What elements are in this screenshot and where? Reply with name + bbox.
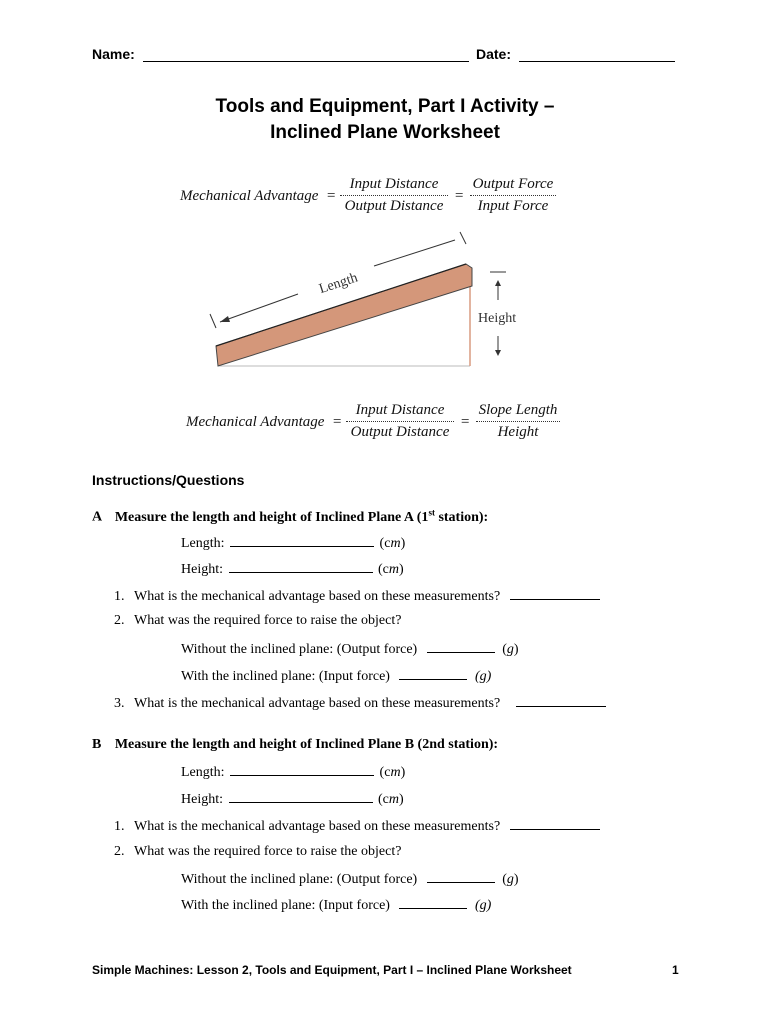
section-b-length-row — [181, 763, 405, 781]
unit-g — [502, 872, 518, 887]
question-text: What is the mechanical advantage based on these measurements? — [134, 696, 501, 711]
title-line-2: Inclined Plane Worksheet — [270, 122, 500, 143]
formula-1-eq1: = — [326, 188, 337, 204]
section-a-without-row — [181, 640, 519, 658]
unit-m: m — [388, 792, 400, 807]
formula-1 — [0, 176, 770, 222]
unit-cm — [380, 765, 406, 780]
length-label: Length — [317, 270, 360, 298]
section-b-letter: B — [92, 737, 102, 752]
heading-post: station): — [434, 509, 489, 525]
question-number: 2. — [114, 844, 125, 859]
unit-g: (g) — [474, 669, 492, 684]
page-number: 1 — [672, 963, 679, 977]
unit-g-letter: g — [506, 642, 514, 657]
unit-g-letter: g — [506, 872, 514, 887]
with-label: With the inclined plane: (Input force) — [181, 898, 390, 913]
unit-open: (c — [378, 562, 389, 577]
unit-open: (c — [378, 792, 389, 807]
section-b-heading-text: Measure the length and height of Inclined Plane B (2nd station): — [114, 737, 499, 752]
formula-2-eq2: = — [460, 414, 471, 430]
fraction-numerator: Input Distance — [346, 402, 454, 422]
question-number: 1. — [114, 589, 125, 604]
unit-close: ) — [400, 765, 406, 780]
unit-cm — [378, 562, 404, 577]
section-b-height-blank[interactable] — [229, 790, 373, 803]
unit-close: ) — [400, 536, 406, 551]
unit-m: m — [390, 765, 401, 780]
date-label: Date: — [476, 46, 512, 62]
formula-2-lhs: Mechanical Advantage — [186, 414, 325, 430]
unit-open: (c — [379, 765, 391, 780]
fraction-denominator: Height — [497, 424, 539, 440]
fraction-denominator: Output Distance — [344, 198, 444, 214]
page-title — [0, 94, 770, 146]
without-label: Without the inclined plane: (Output force) — [181, 872, 418, 887]
section-a-length-row — [181, 534, 405, 552]
unit-cm — [380, 536, 406, 551]
section-a-q2 — [114, 613, 401, 629]
fraction-numerator: Input Distance — [340, 176, 448, 196]
formula-2-eq1: = — [332, 414, 343, 430]
name-label: Name: — [92, 46, 135, 62]
with-label: With the inclined plane: (Input force) — [181, 669, 390, 684]
arrowhead-icon — [220, 316, 230, 322]
length-label: Length: — [181, 765, 225, 780]
unit-open: ( — [502, 872, 507, 887]
section-a-heading-text — [114, 507, 489, 525]
name-field[interactable] — [92, 46, 469, 62]
section-a-height-row — [181, 560, 404, 578]
arrowhead-icon — [495, 280, 501, 286]
heading-pre: Measure the length and height of Inclined Plane A (1 — [114, 509, 429, 525]
formula-1-lhs: Mechanical Advantage — [180, 188, 319, 204]
section-a-heading — [92, 507, 488, 526]
section-b-length-blank[interactable] — [230, 763, 374, 776]
section-a-height-blank[interactable] — [229, 560, 373, 573]
unit-m: m — [390, 536, 401, 551]
formula-2 — [0, 402, 770, 448]
footer-text: Simple Machines: Lesson 2, Tools and Equipment, Part I – Inclined Plane Worksheet — [92, 963, 572, 977]
section-a-with-row — [181, 667, 491, 685]
section-a-letter: A — [92, 509, 102, 525]
section-b-with-blank[interactable] — [399, 896, 467, 909]
name-blank[interactable] — [143, 61, 469, 62]
inclined-plane-diagram — [200, 228, 540, 378]
section-b-q1-blank[interactable] — [510, 817, 600, 830]
question-text: What was the required force to raise the object? — [134, 613, 402, 628]
height-label: Height — [478, 311, 517, 326]
fraction-denominator: Output Distance — [350, 424, 450, 440]
date-field[interactable] — [476, 46, 675, 62]
section-a-q1 — [114, 587, 600, 605]
question-text: What was the required force to raise the object? — [134, 844, 402, 859]
unit-g: (g) — [474, 898, 492, 913]
section-b-height-row — [181, 790, 404, 808]
length-arrow-left — [220, 294, 298, 322]
unit-close: ) — [513, 872, 519, 887]
formula-1-fraction-1 — [340, 176, 448, 215]
formula-1-fraction-2 — [470, 176, 556, 215]
section-a-q1-blank[interactable] — [510, 587, 600, 600]
section-a-with-blank[interactable] — [399, 667, 467, 680]
question-text: What is the mechanical advantage based on these measurements? — [134, 819, 501, 834]
section-a-q3 — [114, 694, 606, 712]
question-text: What is the mechanical advantage based on these measurements? — [134, 589, 501, 604]
title-line-1: Tools and Equipment, Part I Activity – — [215, 96, 555, 117]
section-b-heading — [92, 737, 498, 753]
unit-open: ( — [502, 642, 507, 657]
section-a-q3-blank[interactable] — [516, 694, 606, 707]
question-number: 3. — [114, 696, 125, 711]
section-a-length-blank[interactable] — [230, 534, 374, 547]
section-b-without-row — [181, 870, 519, 888]
length-tick-right — [460, 232, 466, 244]
question-number: 2. — [114, 613, 125, 628]
height-label: Height: — [181, 792, 223, 807]
fraction-denominator: Input Force — [477, 198, 549, 214]
unit-close: ) — [399, 792, 404, 807]
unit-cm — [378, 792, 404, 807]
unit-open: (c — [379, 536, 391, 551]
fraction-numerator: Slope Length — [476, 402, 560, 422]
formula-2-fraction-1 — [346, 402, 454, 441]
without-label: Without the inclined plane: (Output force) — [181, 642, 418, 657]
section-b-q2 — [114, 844, 401, 860]
section-b-q1 — [114, 817, 600, 835]
length-tick-left — [210, 314, 216, 328]
arrowhead-icon — [495, 350, 501, 356]
section-b-without-blank[interactable] — [427, 870, 495, 883]
length-label: Length: — [181, 536, 225, 551]
fraction-numerator: Output Force — [470, 176, 556, 196]
date-blank[interactable] — [519, 61, 675, 62]
formula-2-fraction-2 — [476, 402, 560, 441]
formula-1-eq2: = — [454, 188, 465, 204]
unit-close: ) — [513, 642, 519, 657]
unit-m: m — [388, 562, 400, 577]
unit-close: ) — [399, 562, 404, 577]
question-number: 1. — [114, 819, 125, 834]
length-arrow-right — [374, 240, 455, 266]
unit-g — [502, 642, 518, 657]
instructions-heading: Instructions/Questions — [92, 472, 245, 488]
heading-sup: st — [428, 507, 435, 517]
section-a-without-blank[interactable] — [427, 640, 495, 653]
section-b-with-row — [181, 896, 491, 914]
height-label: Height: — [181, 562, 223, 577]
